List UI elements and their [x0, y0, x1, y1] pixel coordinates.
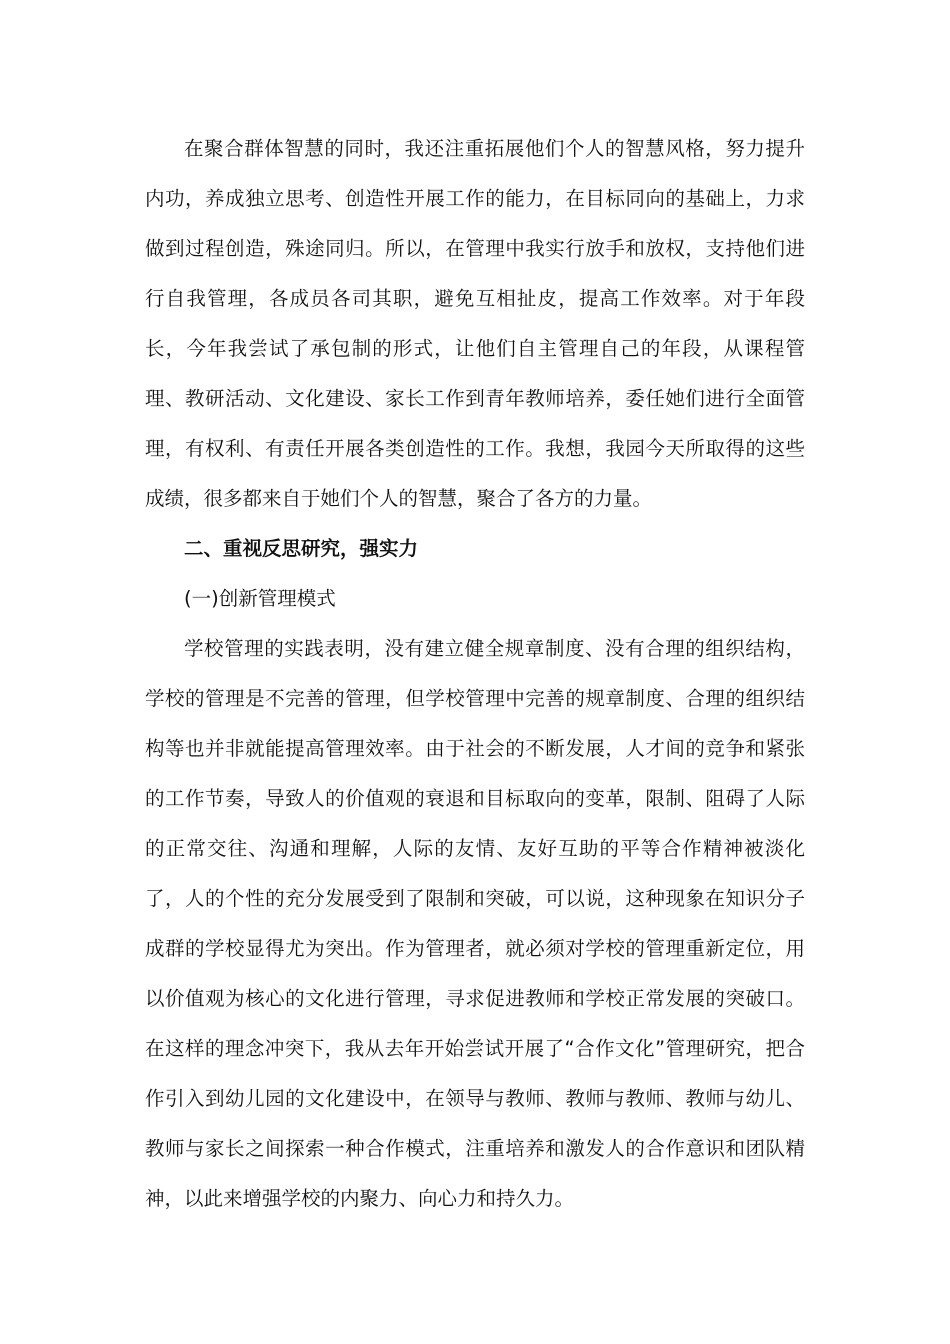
section-heading: 二、重视反思研究，强实力	[184, 537, 419, 560]
document-body	[145, 124, 805, 1224]
paragraph-2: 学校管理的实践表明，没有建立健全规章制度、没有合理的组织结构，学校的管理是不完善的管理，但学校管理中完善的规章制度、合理的组织结构等也并非就能提高管理效率。由于社会的不断发展，人才间的竞争和紧张的工作节奏，导致人的价值观的衰退和目标取向的变革，限制、阻碍了人际的正常交往、沟通和理解，人际的友情、友好互助的平等合作精神被淡化了，人的个性的充分发展受到了限制和突破，可以说，这种现象在知识分子成群的学校显得尤为突出。作为管理者，就必须对学校的管理重新定位，用以价值观为核心的文化进行管理，寻求促进教师和学校正常发展的突破口。在这样的理念冲突下，我从去年开始尝试开展了“合作文化”管理研究，把合作引入到幼儿园的文化建设中，在领导与教师、教师与教师、教师与幼儿、教师与家长之间探索一种合作模式，注重培养和激发人的合作意识和团队精神，以此来增强学校的内聚力、向心力和持久力。	[145, 637, 805, 1210]
paragraph-1: 在聚合群体智慧的同时，我还注重拓展他们个人的智慧风格，努力提升内功，养成独立思考、创造性开展工作的能力，在目标同向的基础上，力求做到过程创造，殊途同归。所以，在管理中我实行放手和放权，支持他们进行自我管理，各成员各司其职，避免互相扯皮，提高工作效率。对于年段长，今年我尝试了承包制的形式，让他们自主管理自己的年段，从课程管理、教研活动、文化建设、家长工作到青年教师培养，委任她们进行全面管理，有权利、有责任开展各类创造性的工作。我想，我园今天所取得的这些成绩，很多都来自于她们个人的智慧，聚合了各方的力量。	[145, 137, 805, 510]
subsection-heading: (一)创新管理模式	[184, 587, 336, 610]
